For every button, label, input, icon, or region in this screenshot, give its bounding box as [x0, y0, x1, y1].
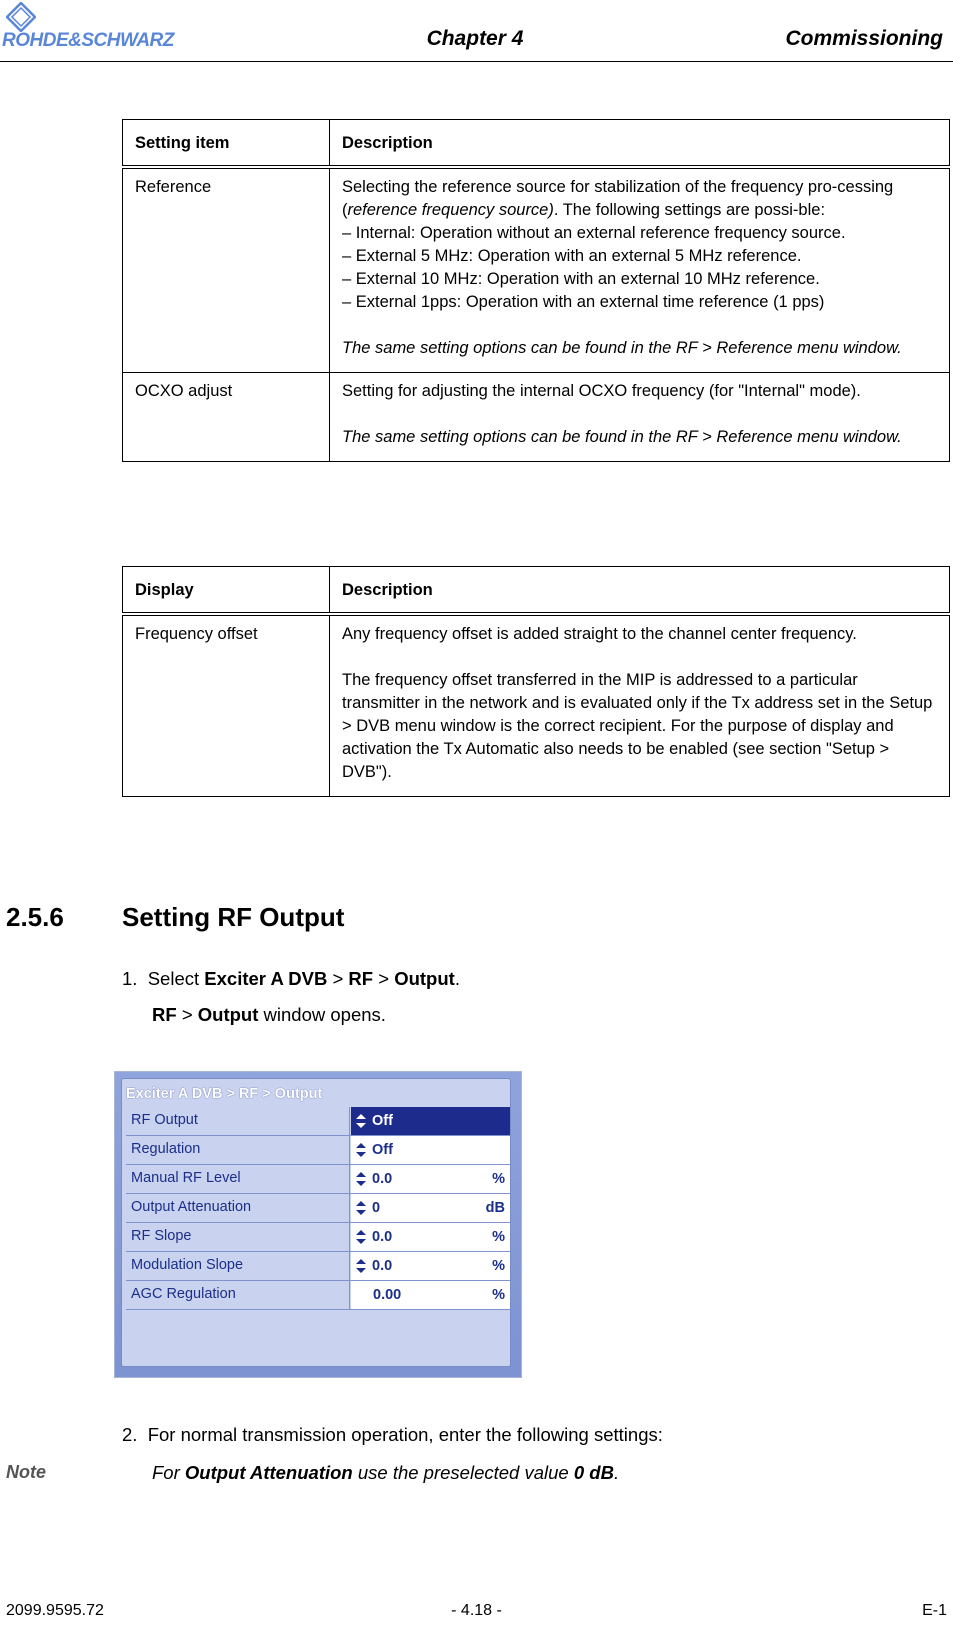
- setting-description: [330, 167, 950, 373]
- setting-unit: %: [492, 1171, 505, 1187]
- menu-path-rf: RF: [348, 968, 374, 989]
- setting-value: Off: [372, 1113, 393, 1129]
- result-output: Output: [197, 1004, 259, 1025]
- header-divider: [0, 61, 953, 62]
- setting-row-agc-regulation[interactable]: [126, 1281, 510, 1310]
- option-line: – External 5 MHz: Operation with an external 5 MHz reference.: [342, 247, 802, 265]
- setting-label: Output Attenuation: [126, 1194, 350, 1222]
- setting-value-field[interactable]: [351, 1194, 510, 1222]
- setting-unit: dB: [485, 1200, 505, 1216]
- setting-value: 0.0: [372, 1171, 393, 1187]
- table-header-row: [123, 567, 950, 615]
- spinner-arrows-icon[interactable]: [356, 1201, 366, 1215]
- display-table: [122, 566, 950, 797]
- setting-value: Off: [372, 1142, 393, 1158]
- setting-value: 0.0: [372, 1229, 393, 1245]
- setting-item-name: OCXO adjust: [123, 373, 330, 462]
- setting-row-manual-rf-level[interactable]: [126, 1165, 510, 1194]
- setting-value-field[interactable]: [351, 1252, 510, 1280]
- description-note: The same setting options can be found in the RF > Reference menu window.: [342, 428, 902, 446]
- setting-unit: %: [492, 1229, 505, 1245]
- section-title: Setting RF Output: [122, 902, 345, 932]
- option-line: – External 10 MHz: Operation with an external 10 MHz reference.: [342, 270, 820, 288]
- setting-item-name: Reference: [123, 167, 330, 373]
- setting-value: 0: [372, 1200, 381, 1216]
- rf-output-window: [114, 1071, 522, 1378]
- rohde-schwarz-logo: [2, 2, 224, 52]
- spinner-arrows-icon[interactable]: [356, 1230, 366, 1244]
- setting-row-regulation[interactable]: [126, 1136, 510, 1165]
- step-1-result: RF > Output window opens.: [152, 1004, 386, 1025]
- result-tail: window opens.: [263, 1004, 386, 1025]
- note-label: Note: [6, 1462, 46, 1482]
- step-1: 1. Select Exciter A DVB > RF > Output.: [122, 968, 460, 989]
- setting-description: Setting for adjusting the internal OCXO frequency (for "Internal" mode). The same setting options can be found in the RF > Reference menu window.: [330, 373, 950, 462]
- section-number: 2.5.6: [6, 902, 64, 932]
- setting-value: 0.0: [372, 1258, 393, 1274]
- setting-row-modulation-slope[interactable]: [126, 1252, 510, 1281]
- result-rf: RF: [152, 1004, 177, 1025]
- step-number: 1.: [122, 968, 138, 989]
- footer-document-number: 2099.9595.72: [6, 1602, 104, 1619]
- column-header: Setting item: [123, 120, 330, 168]
- menu-path-exciter: Exciter A DVB: [204, 968, 328, 989]
- setting-label: Modulation Slope: [126, 1252, 350, 1280]
- spinner-arrows-icon[interactable]: [356, 1259, 366, 1273]
- setting-value: 0.00: [373, 1287, 402, 1303]
- setting-unit: %: [492, 1258, 505, 1274]
- column-header: Description: [330, 567, 950, 615]
- option-line: – Internal: Operation without an external reference frequency source.: [342, 224, 846, 242]
- setting-value-field[interactable]: [351, 1223, 510, 1251]
- step-2: 2. For normal transmission operation, enter the following settings:: [122, 1424, 663, 1445]
- setting-label: Regulation: [126, 1136, 350, 1164]
- display-item-name: Frequency offset: [123, 614, 330, 797]
- window-panel: [121, 1078, 511, 1367]
- table-row: [123, 614, 950, 797]
- description-intro: Selecting the reference source for stabilization of the frequency pro-cessing (reference frequency source). The following settings are possi-ble:: [342, 178, 894, 219]
- setting-value-field[interactable]: [351, 1136, 510, 1164]
- setting-value-field[interactable]: [351, 1107, 510, 1135]
- rs-diamond-emblem-icon: [6, 2, 36, 32]
- footer-edition: E-1: [922, 1602, 947, 1619]
- table-header-row: [123, 120, 950, 168]
- display-description: Any frequency offset is added straight to the channel center frequency. The frequency offset transferred in the MIP is addressed to a particular transmitter in the network and is evaluated only if the Tx address set in the Setup > DVB menu window is the correct recipient. For the purpose of display and activation the Tx Automatic also needs to be enabled (see section "Setup > DVB").: [330, 614, 950, 797]
- setting-row-rf-slope[interactable]: [126, 1223, 510, 1252]
- setting-label: RF Output: [126, 1107, 350, 1135]
- setting-label: AGC Regulation: [126, 1281, 350, 1309]
- table-row: [123, 373, 950, 462]
- setting-unit: %: [492, 1287, 505, 1303]
- option-line: – External 1pps: Operation with an external time reference (1 pps): [342, 293, 825, 311]
- note-text: For Output Attenuation use the preselected value 0 dB.: [152, 1462, 620, 1483]
- description-note: The same setting options can be found in the RF > Reference menu window.: [342, 339, 902, 357]
- setting-items-table: [122, 119, 950, 462]
- column-header: Display: [123, 567, 330, 615]
- setting-value-field[interactable]: [351, 1281, 510, 1309]
- menu-path-output: Output: [394, 968, 455, 989]
- spinner-arrows-icon[interactable]: [356, 1143, 366, 1157]
- column-header: Description: [330, 120, 950, 168]
- spinner-arrows-icon[interactable]: [356, 1172, 366, 1186]
- setting-row-rf-output[interactable]: [126, 1107, 510, 1136]
- step-number: 2.: [122, 1424, 138, 1445]
- setting-value-field[interactable]: [351, 1165, 510, 1193]
- header-section-title: Commissioning: [785, 27, 943, 50]
- window-title: Exciter A DVB > RF > Output: [126, 1086, 323, 1102]
- table-row: [123, 167, 950, 373]
- logo-wordmark: ROHDE&SCHWARZ: [2, 30, 174, 51]
- spinner-arrows-icon[interactable]: [356, 1114, 366, 1128]
- settings-list: [126, 1107, 510, 1310]
- setting-label: RF Slope: [126, 1223, 350, 1251]
- header-chapter: Chapter 4: [426, 27, 524, 50]
- setting-label: Manual RF Level: [126, 1165, 350, 1193]
- footer-page-number: - 4.18 -: [451, 1602, 502, 1619]
- setting-row-output-attenuation[interactable]: [126, 1194, 510, 1223]
